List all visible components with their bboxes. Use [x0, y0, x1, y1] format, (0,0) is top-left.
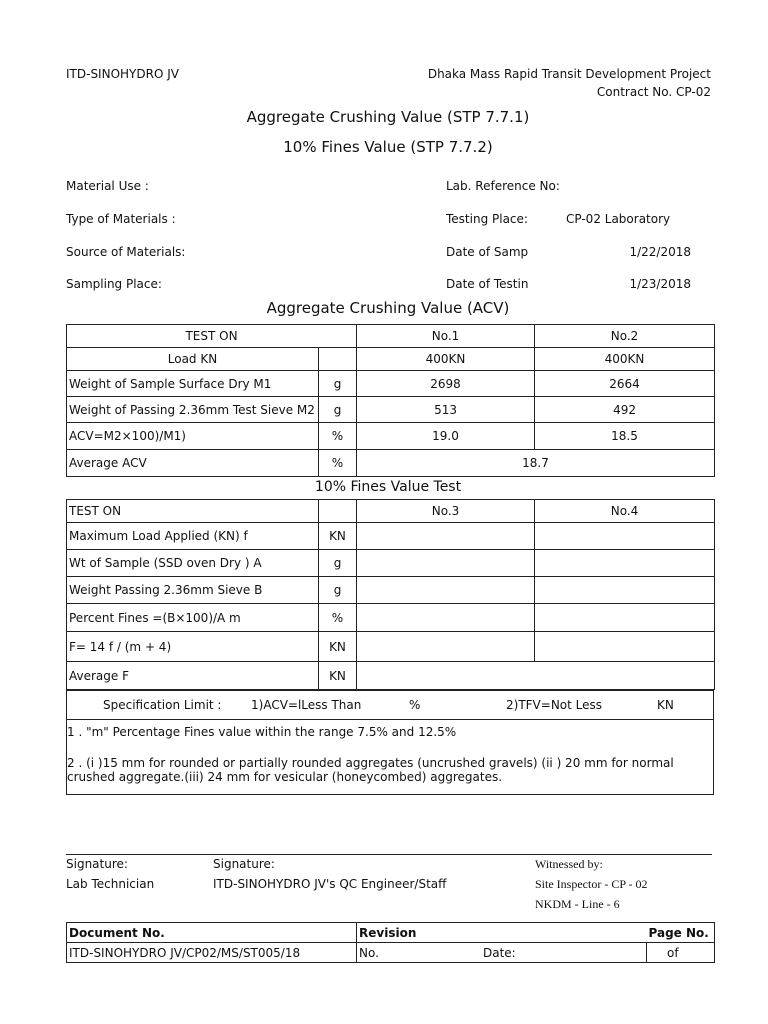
empty-cell [357, 662, 715, 690]
table-row [67, 523, 715, 550]
signature-divider [66, 854, 712, 855]
empty-cell [535, 632, 715, 662]
sig2-role: ITD-SINOHYDRO JV's QC Engineer/Staff [213, 877, 447, 891]
table-row [67, 577, 715, 604]
row-value-2: 400KN [535, 348, 715, 371]
tfv-table [66, 499, 715, 690]
company-name: ITD-SINOHYDRO JV [66, 67, 179, 81]
witness-role: Site Inspector - CP - 02 [535, 877, 648, 891]
row-value-2: 492 [535, 397, 715, 423]
spec-acv-limit: 1)ACV=lLess Than [251, 698, 362, 712]
row-value-1: 2698 [357, 371, 535, 397]
row-label: F= 14 f / (m + 4) [67, 632, 319, 662]
row-unit: g [319, 371, 357, 397]
acv-test-on-header: TEST ON [67, 325, 357, 348]
empty-cell [535, 550, 715, 577]
row-label: Wt of Sample (SSD oven Dry ) A [67, 550, 319, 577]
doc-no-label: Document No. [67, 923, 357, 943]
material-use-label: Material Use : [66, 179, 149, 193]
empty-cell [535, 604, 715, 632]
row-unit: g [319, 397, 357, 423]
table-row [67, 325, 715, 348]
revision-no-label: No. [359, 945, 379, 960]
row-value-1: 400KN [357, 348, 535, 371]
document-info-table [66, 922, 715, 963]
acv-average-unit: % [319, 450, 357, 477]
lab-reference-label: Lab. Reference No: [446, 179, 560, 193]
sampling-place-label: Sampling Place: [66, 277, 162, 291]
row-value-1: 19.0 [357, 423, 535, 450]
tfv-col-no3: No.3 [357, 500, 535, 523]
table-row [67, 923, 715, 943]
row-unit: KN [319, 523, 357, 550]
acv-col-no2: No.2 [535, 325, 715, 348]
table-row [67, 632, 715, 662]
row-label: Load KN [67, 348, 319, 371]
acv-section-title: Aggregate Crushing Value (ACV) [266, 299, 510, 317]
tfv-average-label: Average F [67, 662, 319, 690]
testing-place-value: CP-02 Laboratory [566, 212, 671, 226]
row-label: Weight of Passing 2.36mm Test Sieve M2 [67, 397, 319, 423]
type-of-materials-label: Type of Materials : [66, 212, 176, 226]
table-row [67, 371, 715, 397]
row-unit: % [319, 423, 357, 450]
row-unit: KN [319, 632, 357, 662]
tfv-average-unit: KN [319, 662, 357, 690]
tfv-section-title: 10% Fines Value Test [314, 479, 462, 495]
revision-label: Revision [357, 923, 647, 943]
empty-cell [535, 577, 715, 604]
table-row [67, 500, 715, 523]
empty-cell [535, 523, 715, 550]
table-row [67, 348, 715, 371]
note-2: 2 . (i )15 mm for rounded or partially rounded aggregates (uncrushed gravels) (ii ) 20 mm for normal crushed aggregate.(iii) 24 mm for vesicular (honeycombed) aggregates. [67, 756, 674, 784]
main-subtitle: 10% Fines Value (STP 7.7.2) [283, 138, 493, 156]
revision-date-label: Date: [483, 946, 516, 960]
date-of-testing-value: 1/23/2018 [629, 277, 691, 291]
spec-limit-label: Specification Limit : [103, 698, 222, 712]
row-value-2: 18.5 [535, 423, 715, 450]
note-1: 1 . "m" Percentage Fines value within the range 7.5% and 12.5% [67, 725, 457, 739]
table-row [67, 943, 715, 963]
main-title: Aggregate Crushing Value (STP 7.7.1) [246, 108, 530, 126]
project-name: Dhaka Mass Rapid Transit Development Project [427, 67, 711, 81]
row-value-1: 513 [357, 397, 535, 423]
revision-cell [357, 943, 647, 963]
sig2-label: Signature: [213, 857, 275, 871]
empty-cell [357, 523, 535, 550]
page-no-label: Page No. [647, 923, 715, 943]
row-label: Weight of Sample Surface Dry M1 [67, 371, 319, 397]
row-label: ACV=M2×100)/M1) [67, 423, 319, 450]
table-row [67, 450, 715, 477]
testing-place-label: Testing Place: [446, 212, 528, 226]
row-label: Weight Passing 2.36mm Sieve B [67, 577, 319, 604]
spec-notes-box [66, 690, 714, 795]
acv-average-label: Average ACV [67, 450, 319, 477]
row-unit [319, 348, 357, 371]
spec-row [67, 691, 713, 720]
row-label: Percent Fines =(B×100)/A m [67, 604, 319, 632]
contract-number: Contract No. CP-02 [596, 85, 711, 99]
acv-table [66, 324, 715, 477]
source-of-materials-label: Source of Materials: [66, 245, 186, 259]
spec-tfv-unit: KN [657, 698, 674, 712]
row-unit: % [319, 604, 357, 632]
spec-tfv-limit: 2)TFV=Not Less [506, 698, 603, 712]
sig1-label: Signature: [66, 857, 128, 871]
empty-cell [357, 577, 535, 604]
date-of-sampling-value: 1/22/2018 [629, 245, 691, 259]
empty-cell [357, 604, 535, 632]
table-row [67, 662, 715, 690]
row-unit: g [319, 577, 357, 604]
witness-label: Witnessed by: [535, 857, 603, 871]
table-row [67, 550, 715, 577]
doc-no-value: ITD-SINOHYDRO JV/CP02/MS/ST005/18 [67, 943, 357, 963]
date-of-sampling-label: Date of Samp [446, 245, 529, 259]
witness-line: NKDM - Line - 6 [535, 897, 620, 911]
acv-col-no1: No.1 [357, 325, 535, 348]
row-label: Maximum Load Applied (KN) f [67, 523, 319, 550]
acv-average-value: 18.7 [357, 450, 715, 477]
table-row [67, 604, 715, 632]
page-of-label: of [647, 943, 715, 963]
empty-cell [357, 550, 535, 577]
row-value-2: 2664 [535, 371, 715, 397]
date-of-testing-label: Date of Testin [446, 277, 529, 291]
tfv-col-no4: No.4 [535, 500, 715, 523]
spec-acv-unit: % [409, 698, 421, 712]
table-row [67, 423, 715, 450]
tfv-test-on-header: TEST ON [67, 500, 319, 523]
table-row [67, 397, 715, 423]
empty-cell [357, 632, 535, 662]
empty-cell [319, 500, 357, 523]
row-unit: g [319, 550, 357, 577]
sig1-role: Lab Technician [66, 877, 155, 891]
